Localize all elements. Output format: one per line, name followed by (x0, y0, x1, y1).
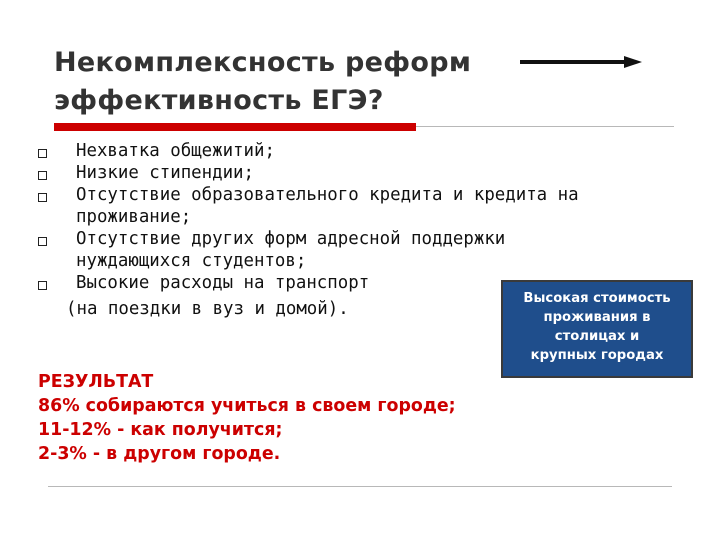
divider-bottom (48, 486, 672, 487)
list-item: Отсутствие образовательного кредита и кредита на (76, 185, 579, 205)
square-bullet-icon (38, 281, 47, 290)
callout-line: проживания в (543, 310, 651, 325)
callout-box (501, 280, 693, 378)
result-block (38, 370, 456, 466)
callout-line: Высокая стоимость (523, 291, 671, 306)
divider-top (416, 126, 674, 127)
callout-line: крупных городах (530, 348, 664, 363)
list-item-continuation: нуждающихся студентов; (76, 251, 307, 271)
callout-line: столицах и (554, 329, 640, 344)
list-item: Отсутствие других форм адресной поддержки (76, 229, 506, 249)
right-arrow-icon (520, 55, 642, 69)
list-item: Низкие стипендии; (76, 163, 254, 183)
square-bullet-icon (38, 149, 47, 158)
title-line-2: эффективность ЕГЭ? (54, 85, 384, 116)
square-bullet-icon (38, 171, 47, 180)
list-item-continuation: (на поездки в вуз и домой). (66, 299, 349, 319)
square-bullet-icon (38, 193, 47, 202)
square-bullet-icon (38, 237, 47, 246)
slide-title (54, 44, 471, 120)
title-line-1: Некомплексность реформ (54, 47, 472, 78)
result-heading: РЕЗУЛЬТАТ (38, 372, 154, 392)
result-line: 11-12% - как получится; (38, 420, 283, 440)
result-line: 2-3% - в другом городе. (38, 444, 281, 464)
result-line: 86% собираются учиться в своем городе; (38, 396, 456, 416)
list-item-continuation: проживание; (76, 207, 192, 227)
title-underline-bar (54, 123, 416, 131)
list-item: Высокие расходы на транспорт (76, 273, 370, 293)
list-item: Нехватка общежитий; (76, 141, 275, 161)
